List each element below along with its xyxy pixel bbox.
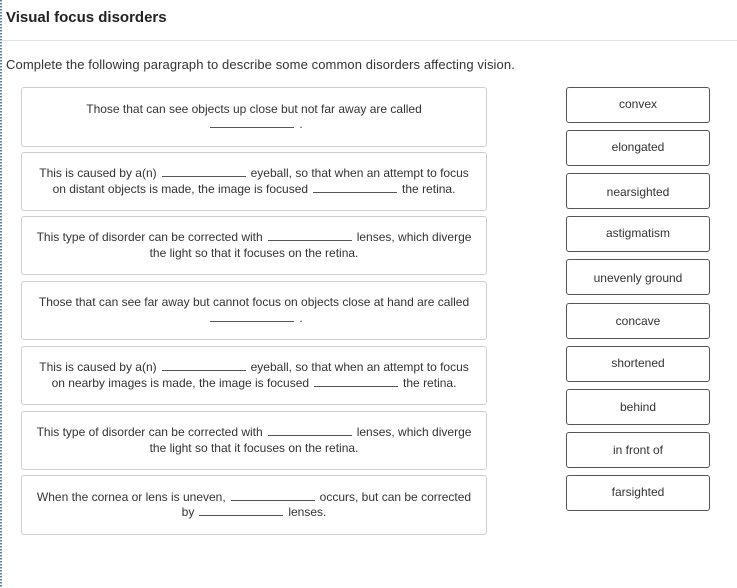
sentence-text	[36, 425, 472, 456]
sentence-box	[21, 152, 487, 211]
sentence-fragment: the retina.	[402, 181, 456, 196]
sentence-text	[36, 230, 472, 261]
answer-blank[interactable]	[313, 182, 397, 193]
left-edge-border	[0, 0, 2, 588]
sentence-fragment: occurs, but can be corrected by	[181, 489, 472, 519]
sentence-text	[36, 295, 472, 326]
sentence-box	[21, 475, 487, 535]
sentence-fragment: lenses, which diverge the light so that it focuses on the retina.	[149, 230, 472, 260]
sentence-box	[21, 87, 487, 147]
sentence-box	[21, 411, 487, 470]
sentence-text	[36, 360, 472, 391]
answer-blank[interactable]	[162, 166, 246, 177]
answer-blank[interactable]	[210, 311, 294, 322]
sentence-fragment: .	[299, 310, 303, 325]
answer-blank[interactable]	[162, 360, 246, 371]
sentence-text	[36, 490, 472, 521]
sentence-fragment: This type of disorder can be corrected with	[36, 425, 263, 439]
page-title: Visual focus disorders	[6, 9, 167, 26]
option-concave[interactable]: concave	[566, 303, 710, 339]
sentence-fragment: Those that can see far away but cannot focus on objects close at hand are called	[38, 295, 470, 309]
option-farsighted[interactable]: farsighted	[566, 475, 710, 511]
answer-blank[interactable]	[268, 425, 352, 436]
sentence-box	[21, 281, 487, 340]
option-astigmatism[interactable]: astigmatism	[566, 216, 710, 252]
answer-blank[interactable]	[199, 505, 283, 516]
option-elongated[interactable]: elongated	[566, 130, 710, 166]
option-unevenly-ground[interactable]: unevenly ground	[566, 259, 710, 295]
option-nearsighted[interactable]: nearsighted	[566, 173, 710, 209]
sentence-fragment: the retina.	[403, 375, 457, 390]
sentence-fragment: lenses, which diverge the light so that it focuses on the retina.	[149, 425, 472, 455]
sentence-text	[36, 166, 472, 197]
option-behind[interactable]: behind	[566, 389, 710, 425]
sentence-fragment: When the cornea or lens is uneven,	[36, 489, 226, 504]
sentence-box	[21, 216, 487, 275]
sentence-text	[86, 102, 422, 133]
title-divider	[2, 40, 737, 41]
instructions-text: Complete the following paragraph to describe some common disorders affecting vision.	[6, 57, 515, 72]
sentence-fragment: .	[299, 117, 303, 131]
sentence-fragment: eyeball, so that when an attempt to focus on distant objects is made, the image is focused	[52, 166, 469, 196]
option-in-front-of[interactable]: in front of	[566, 432, 710, 468]
sentence-fragment: This is caused by a(n)	[39, 166, 157, 180]
sentence-fragment: eyeball, so that when an attempt to focus on nearby images is made, the image is focused	[51, 360, 469, 390]
answer-blank[interactable]	[210, 117, 294, 128]
option-convex[interactable]: convex	[566, 87, 710, 123]
sentence-fragment: Those that can see objects up close but not far away are called	[86, 101, 422, 116]
sentence-fragment: lenses.	[288, 505, 327, 519]
sentence-fragment: This is caused by a(n)	[39, 360, 157, 374]
answer-blank[interactable]	[231, 490, 315, 501]
sentence-box	[21, 346, 487, 405]
option-shortened[interactable]: shortened	[566, 346, 710, 382]
sentence-fragment: This type of disorder can be corrected with	[36, 230, 263, 244]
answer-blank[interactable]	[314, 376, 398, 387]
answer-blank[interactable]	[268, 230, 352, 241]
